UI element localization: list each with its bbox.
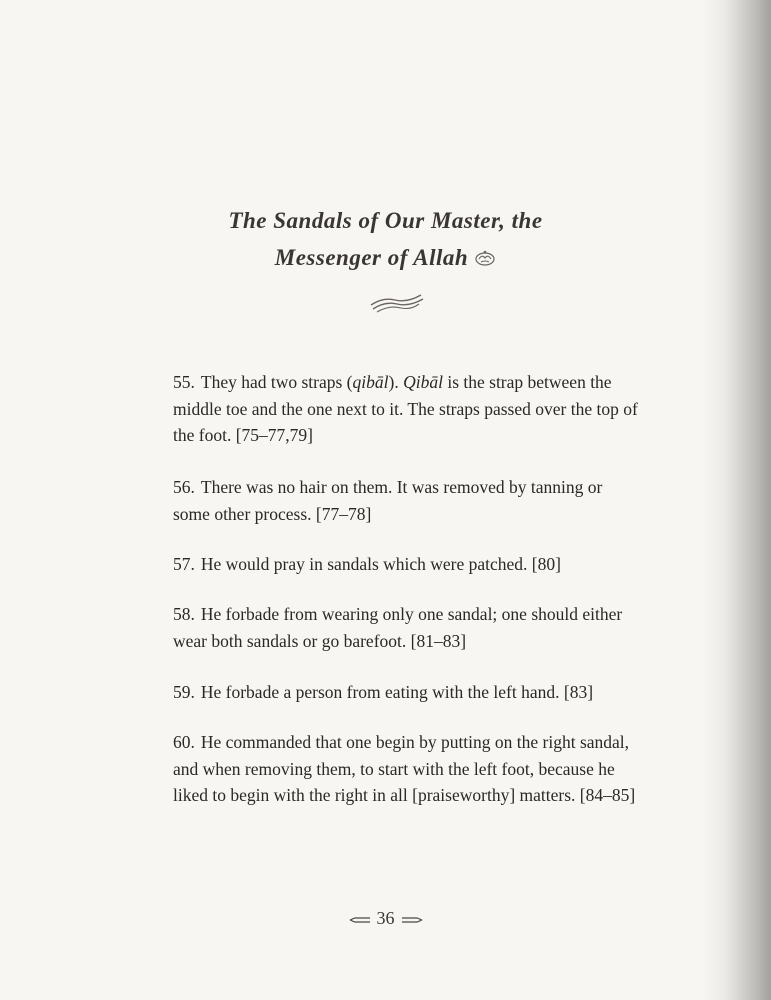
paragraph-text: ).	[388, 372, 404, 392]
dash-icon	[349, 916, 371, 924]
page-number: 36	[376, 908, 395, 928]
chapter-title-text-1: The Sandals of Our Master, the	[228, 208, 543, 233]
paragraph-text: He would pray in sandals which were patched. [80]	[200, 554, 561, 574]
paragraph-text: He forbade from wearing only one sandal; one should either wear both sandals or go barefoot. [81–83]	[173, 604, 623, 651]
paragraph-text: is the strap between the middle toe and the one next to it. The straps passed over the top of the foot. [75–77,79]	[173, 372, 638, 445]
paragraph-57	[173, 551, 643, 578]
paragraph-number: 55.	[173, 372, 195, 392]
paragraph-58	[173, 601, 643, 654]
paragraph-number: 56.	[173, 477, 195, 497]
dash-icon	[401, 916, 423, 924]
paragraph-59	[173, 679, 643, 706]
paragraph-text: They had two straps (	[200, 372, 353, 392]
paragraph-term-italic: Qibāl	[403, 372, 443, 392]
chapter-title-text-2: Messenger of Allah	[274, 245, 469, 270]
paragraph-56	[173, 474, 643, 527]
paragraph-number: 59.	[173, 682, 195, 702]
paragraph-text: He commanded that one begin by putting on the right sandal, and when removing them, to start with the left foot, because he liked to begin with the right in all [praiseworthy] matters. [84–85]	[173, 732, 636, 805]
paragraph-term-italic: qibāl	[352, 372, 389, 392]
paragraph-60	[173, 729, 643, 809]
paragraph-text: There was no hair on them. It was removed by tanning or some other process. [77–78]	[173, 477, 603, 524]
paragraph-number: 58.	[173, 604, 195, 624]
paragraph-number: 60.	[173, 732, 195, 752]
paragraph-text: He forbade a person from eating with the left hand. [83]	[200, 682, 594, 702]
ornament-divider-icon	[369, 291, 425, 313]
paragraph-55	[173, 369, 643, 449]
chapter-title-line-1	[0, 208, 771, 234]
page-edge-shadow	[701, 0, 771, 1000]
page-footer	[0, 908, 771, 929]
honorific-seal-icon	[474, 249, 496, 267]
chapter-title-line-2	[0, 245, 771, 271]
paragraph-number: 57.	[173, 554, 195, 574]
